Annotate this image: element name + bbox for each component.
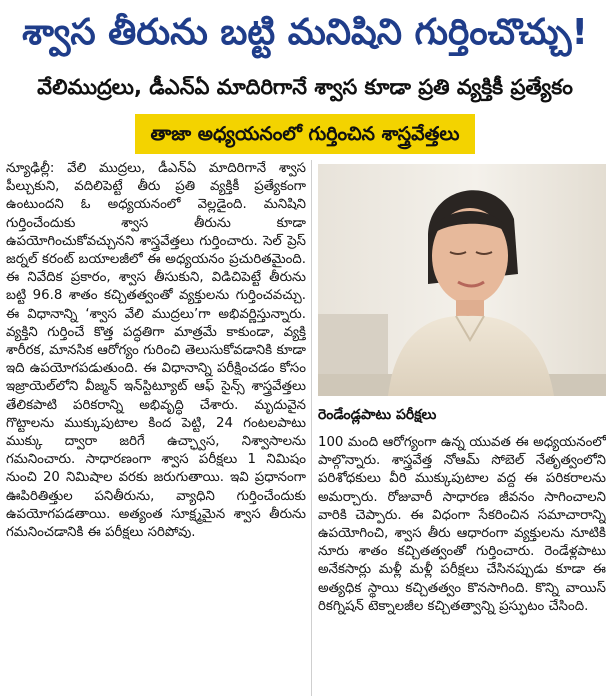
body-column-right — [318, 434, 606, 698]
kicker-band — [0, 112, 610, 156]
article-photo — [318, 164, 606, 396]
image-caption-title: రెండేండ్లపాటు పరీక్షలు — [318, 407, 437, 423]
column-divider — [311, 160, 312, 696]
woman-breathing-photo — [318, 164, 606, 396]
body-column-left — [6, 160, 306, 698]
body-text-left: న్యూఢిల్లీ: వేలి ముద్రలు, డీఎన్ఏ మాదిరిగానే శ్వాస పీల్చుకుని, వదిలిపెట్టే తీరు ప్రతి వ్యక్తికీ ప్రత్యేకంగా ఉంటుందని ఓ అధ్యయనంలో వెల్లడైంది. మనిషిని గుర్తించేందుకు శ్వాస తీరును కూడా ఉపయోగించుకోవచ్చునని శాస్త్రవేత్తలు గుర్తించారు. సెల్ ప్రెస్ జర్నల్ కరంట్ బయాలజీలో ఈ అధ్యయనం ప్రచురితమైంది. ఈ నివేదిక ప్రకారం, శ్వాస తీసుకుని, విడిచిపెట్టే తీరును బట్టి 96.8 శాతం కచ్చితత్వంతో వ్యక్తులను గుర్తించవచ్చు. ఈ విధానాన్ని ‘శ్వాస వేలి ముద్రలు’గా అభివర్ణిస్తున్నారు. వ్యక్తిని గుర్తించే కొత్త పద్ధతిగా మాత్రమే కాకుండా, వ్యక్తి శారీరక, మానసిక ఆరోగ్యం గురించి తెలుసుకోవడానికి కూడా ఇది ఉపయోగపడుతుంది. ఈ విధానాన్ని పరీక్షించడం కోసం ఇజ్రాయెల్‌లోని వీజ్మన్ ఇన్‌స్టిట్యూట్ ఆఫ్ సైన్స్ శాస్త్రవేత్తలు తేలికపాటి పరికరాన్ని అభివృద్ధి చేశారు. మృదువైన గొట్టాలను ముక్కుపుటాల కింద పెట్టి, 24 గంటలపాటు ముక్కు ద్వారా జరిగే ఉచ్ఛ్వాస, నిశ్వాసాలను గమనించారు. సాధారణంగా శ్వాస పరీక్షలు 1 నిమిషం నుంచి 20 నిమిషాల వరకు జరుగుతాయి. ఇవి ప్రధానంగా ఊపిరితిత్తుల పనితీరును, వ్యాధిని గుర్తించేందుకు ఉపయోగపడతాయి. అత్యంత సూక్ష్మమైన శ్వాస తీరును గమనించడానికి ఈ పరీక్షలు సరిపోవు. — [6, 161, 306, 541]
subheadline: వేలిముద్రలు, డీఎన్ఏ మాదిరిగానే శ్వాస కూడా ప్రతి వ్యక్తికీ ప్రత్యేకం — [37, 75, 573, 99]
kicker: తాజా అధ్యయనంలో గుర్తించిన శాస్త్రవేత్తలు — [135, 114, 476, 154]
headline: శ్వాస తీరును బట్టి మనిషిని గుర్తించొచ్చు! — [22, 12, 588, 53]
body-text-right: 100 మంది ఆరోగ్యంగా ఉన్న యువత ఈ అధ్యయనంలో పాల్గొన్నారు. శాస్త్రవేత్త నోఆమ్ సోబెల్ నేతృత్వంలోని పరిశోధకులు వీరి ముక్కుపుటాల వద్ద ఈ పరికరాలను అమర్చారు. రోజువారీ సాధారణ జీవనం సాగించాలని వారికి చెప్పారు. ఈ విధంగా సేకరించిన సమాచారాన్ని ఉపయోగించి, శ్వాస తీరు ఆధారంగా వ్యక్తులను నూటికి నూరు శాతం కచ్చితత్వంతో గుర్తించారు. రెండేళ్లపాటు అనేకసార్లు మళ్లీ మళ్లీ పరీక్షలు చేసినప్పుడు కూడా ఈ అత్యధిక స్థాయి కచ్చితత్వం కొనసాగింది. కొన్ని వాయిస్ రికగ్నిషన్ టెక్నాలజీల కచ్చితత్వాన్ని ప్రస్ఫుటం చేసింది. — [318, 435, 606, 614]
